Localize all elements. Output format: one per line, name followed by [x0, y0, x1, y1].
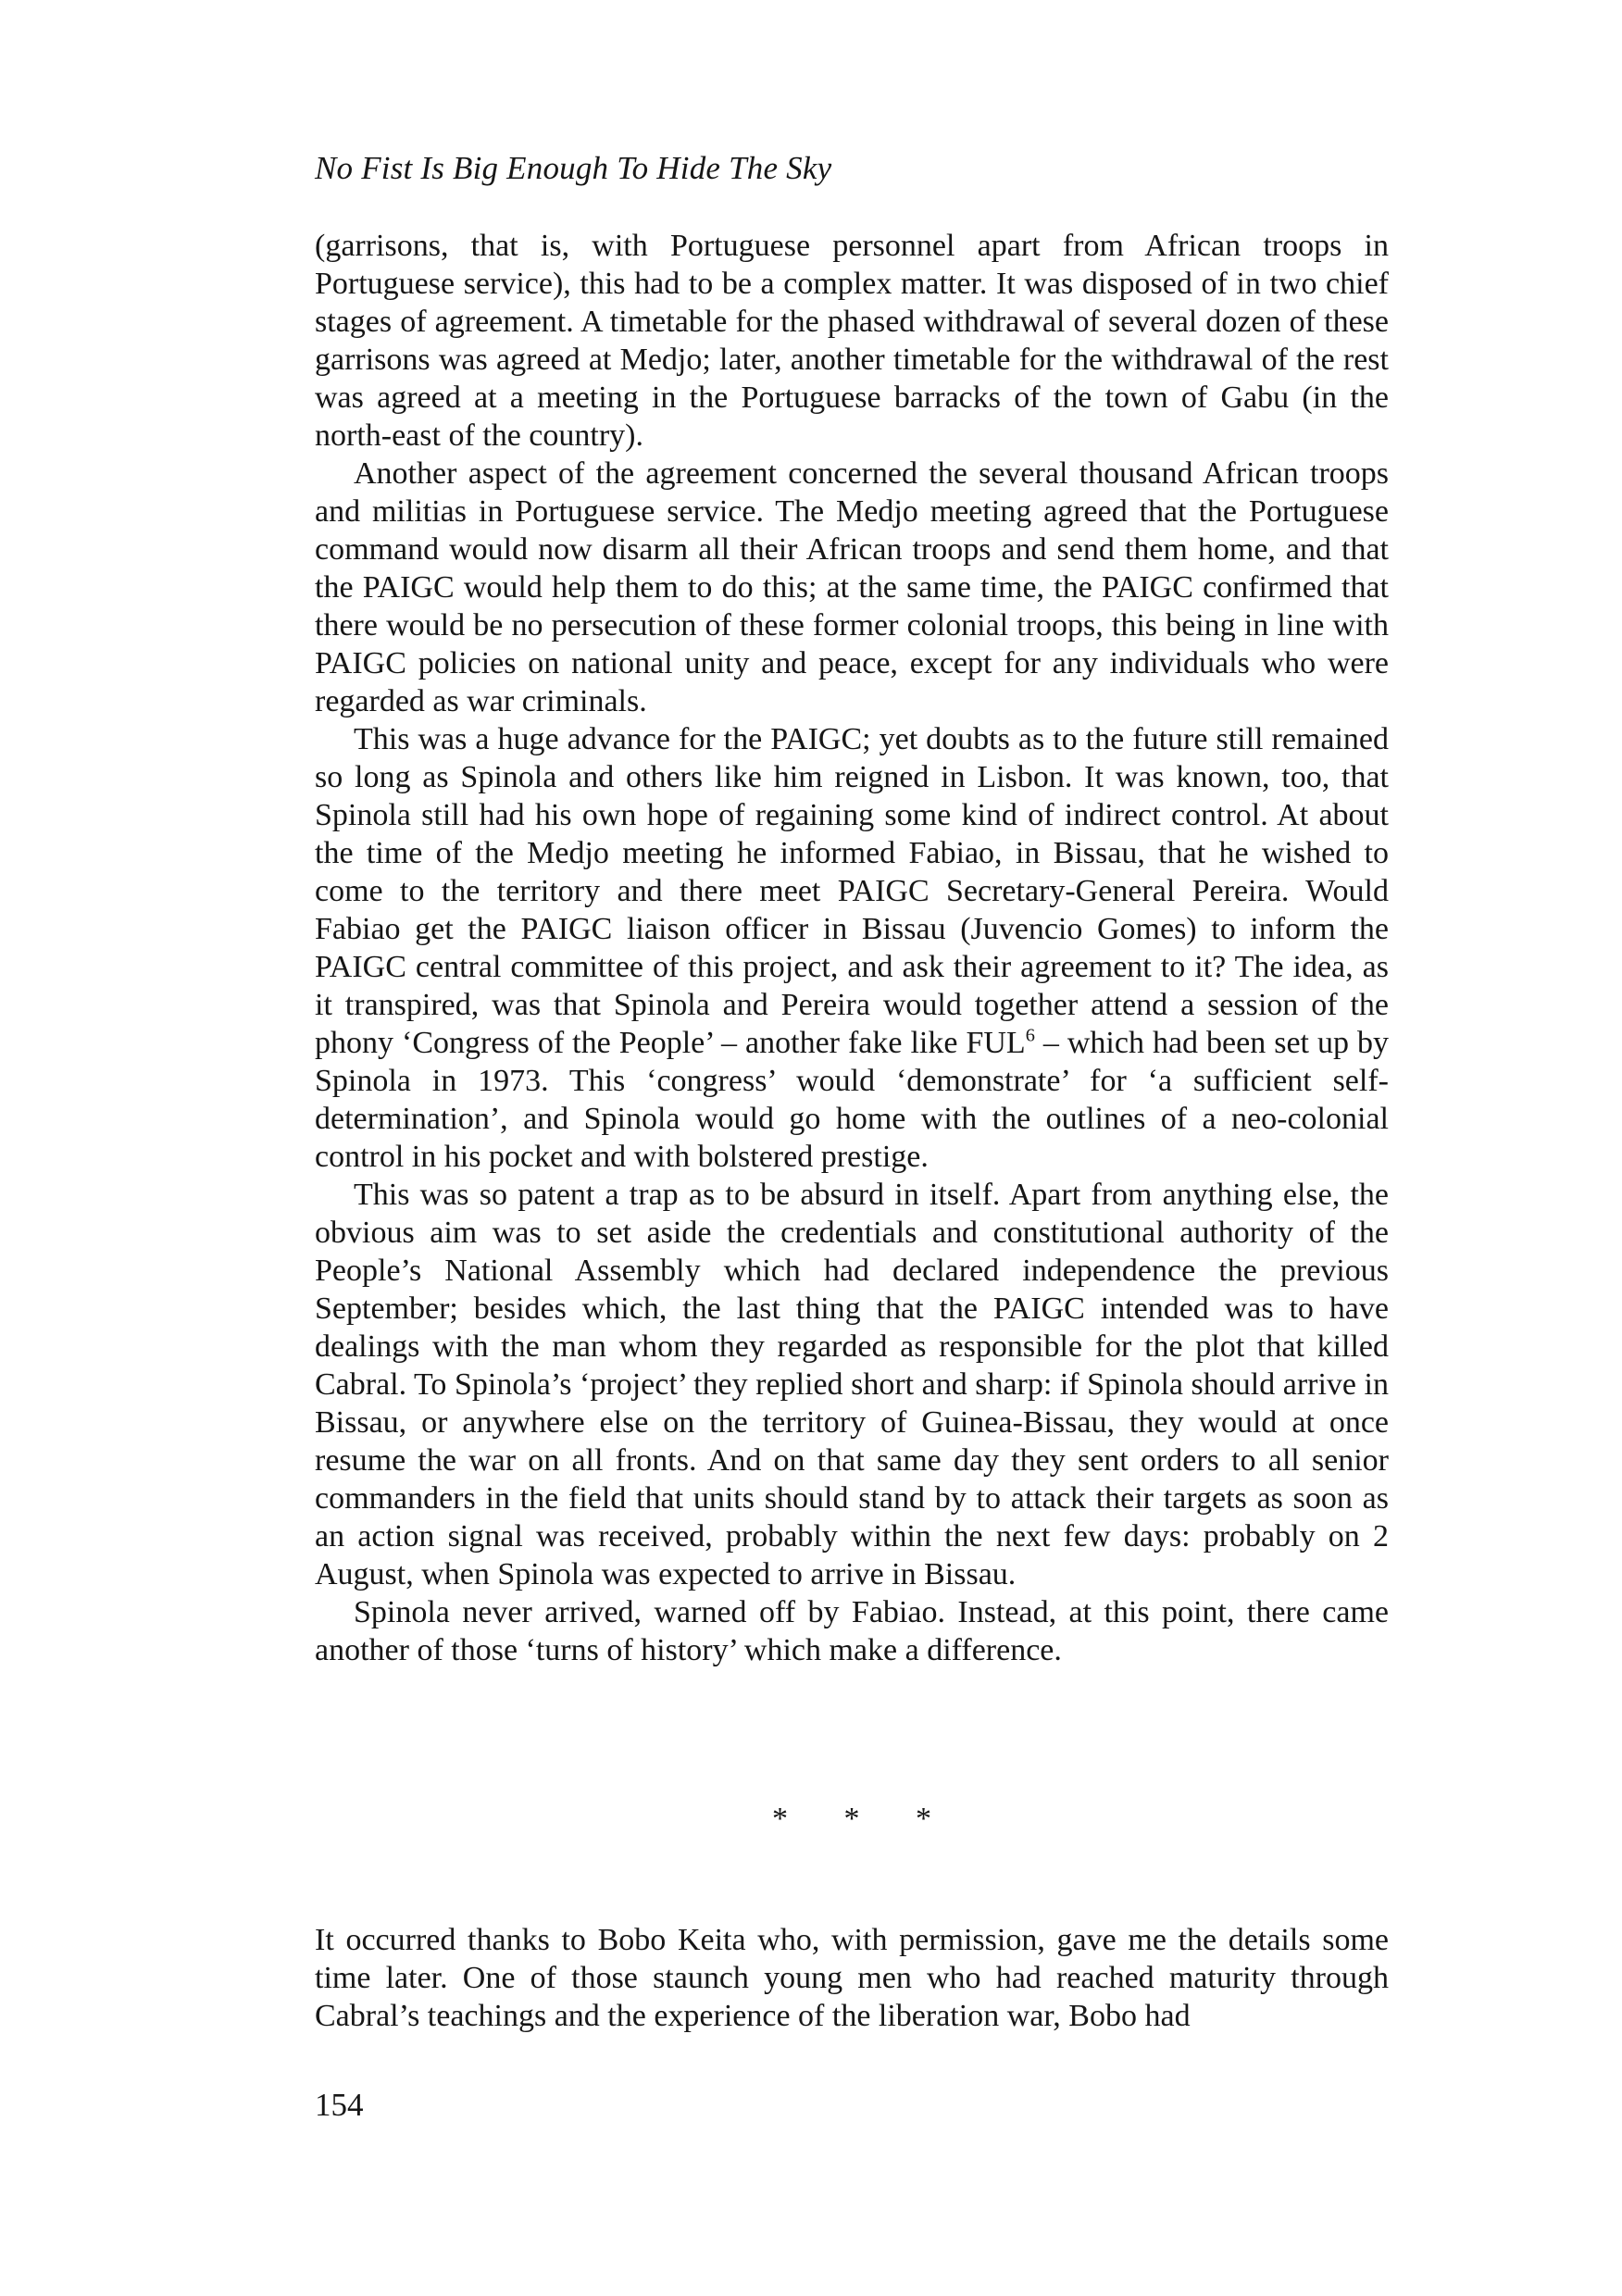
paragraph: Spinola never arrived, warned off by Fabiao. Instead, at this point, there came another of those ‘turns of history’ which make a difference.	[315, 1595, 1389, 1667]
running-head: No Fist Is Big Enough To Hide The Sky	[315, 150, 832, 186]
paragraph-text: This was a huge advance for the PAIGC; yet doubts as to the future still remained so long as Spinola and others like him reigned in Lisbon. It was known, too, that Spinola still had his own hope of regaining some kind of indirect control. At about the time of the Medjo meeting he informed Fabiao, in Bissau, that he wished to come to the territory and there meet PAIGC Secretary-General Pereira. Would Fabiao get the PAIGC liaison officer in Bissau (Juvencio Gomes) to inform the PAIGC central committee of this project, and ask their agreement to it? The idea, as it transpired, was that Spinola and Pereira would together attend a session of the phony ‘Congress of the People’ – another fake like FUL	[315, 722, 1389, 1060]
footnote-reference: 6	[1025, 1025, 1035, 1046]
body-text	[315, 1921, 1389, 2035]
paragraph: (garrisons, that is, with Portuguese personnel apart from African troops in Portuguese service), this had to be a complex matter. It was disposed of in two chief stages of agreement. A timetable for the phased withdrawal of several dozen of these garrisons was agreed at Medjo; later, another timetable for the withdrawal of the rest was agreed at a meeting in the Portuguese barracks of the town of Gabu (in the north-east of the country).	[315, 229, 1389, 453]
paragraph: It occurred thanks to Bobo Keita who, with permission, gave me the details some time later. One of those staunch young men who had reached maturity through Cabral’s teachings and the experience of the liberation war, Bobo had	[315, 1923, 1389, 2033]
paragraph	[315, 720, 1389, 1176]
page-number: 154	[315, 2087, 364, 2123]
section-break: * * *	[772, 1802, 955, 1836]
paragraph: This was so patent a trap as to be absurd in itself. Apart from anything else, the obvious aim was to set aside the credentials and constitutional authority of the People’s National Assembly which had declared independence the previous September; besides which, the last thing that the PAIGC intended was to have dealings with the man whom they regarded as responsible for the plot that killed Cabral. To Spinola’s ‘project’ they replied short and sharp: if Spinola should arrive in Bissau, or anywhere else on the territory of Guinea-Bissau, they would at once resume the war on all fronts. And on that same day they sent orders to all senior commanders in the field that units should stand by to attack their targets as soon as an action signal was received, probably within the next few days: probably on 2 August, when Spinola was expected to arrive in Bissau.	[315, 1178, 1389, 1591]
paragraph: Another aspect of the agreement concerned the several thousand African troops and militias in Portuguese service. The Medjo meeting agreed that the Portuguese command would now disarm all their African troops and send them home, and that the PAIGC would help them to do this; at the same time, the PAIGC confirmed that there would be no persecution of these former colonial troops, this being in line with PAIGC policies on national unity and peace, except for any individuals who were regarded as war criminals.	[315, 456, 1389, 718]
body-text	[315, 227, 1389, 1669]
paragraph-text: – which had been set up by Spinola in 1973. This ‘congress’ would ‘demonstrate’ for ‘a sufficient self-determination’, and Spinola would go home with the outlines of a neo-colonial control in his pocket and with bolstered prestige.	[315, 1026, 1389, 1174]
